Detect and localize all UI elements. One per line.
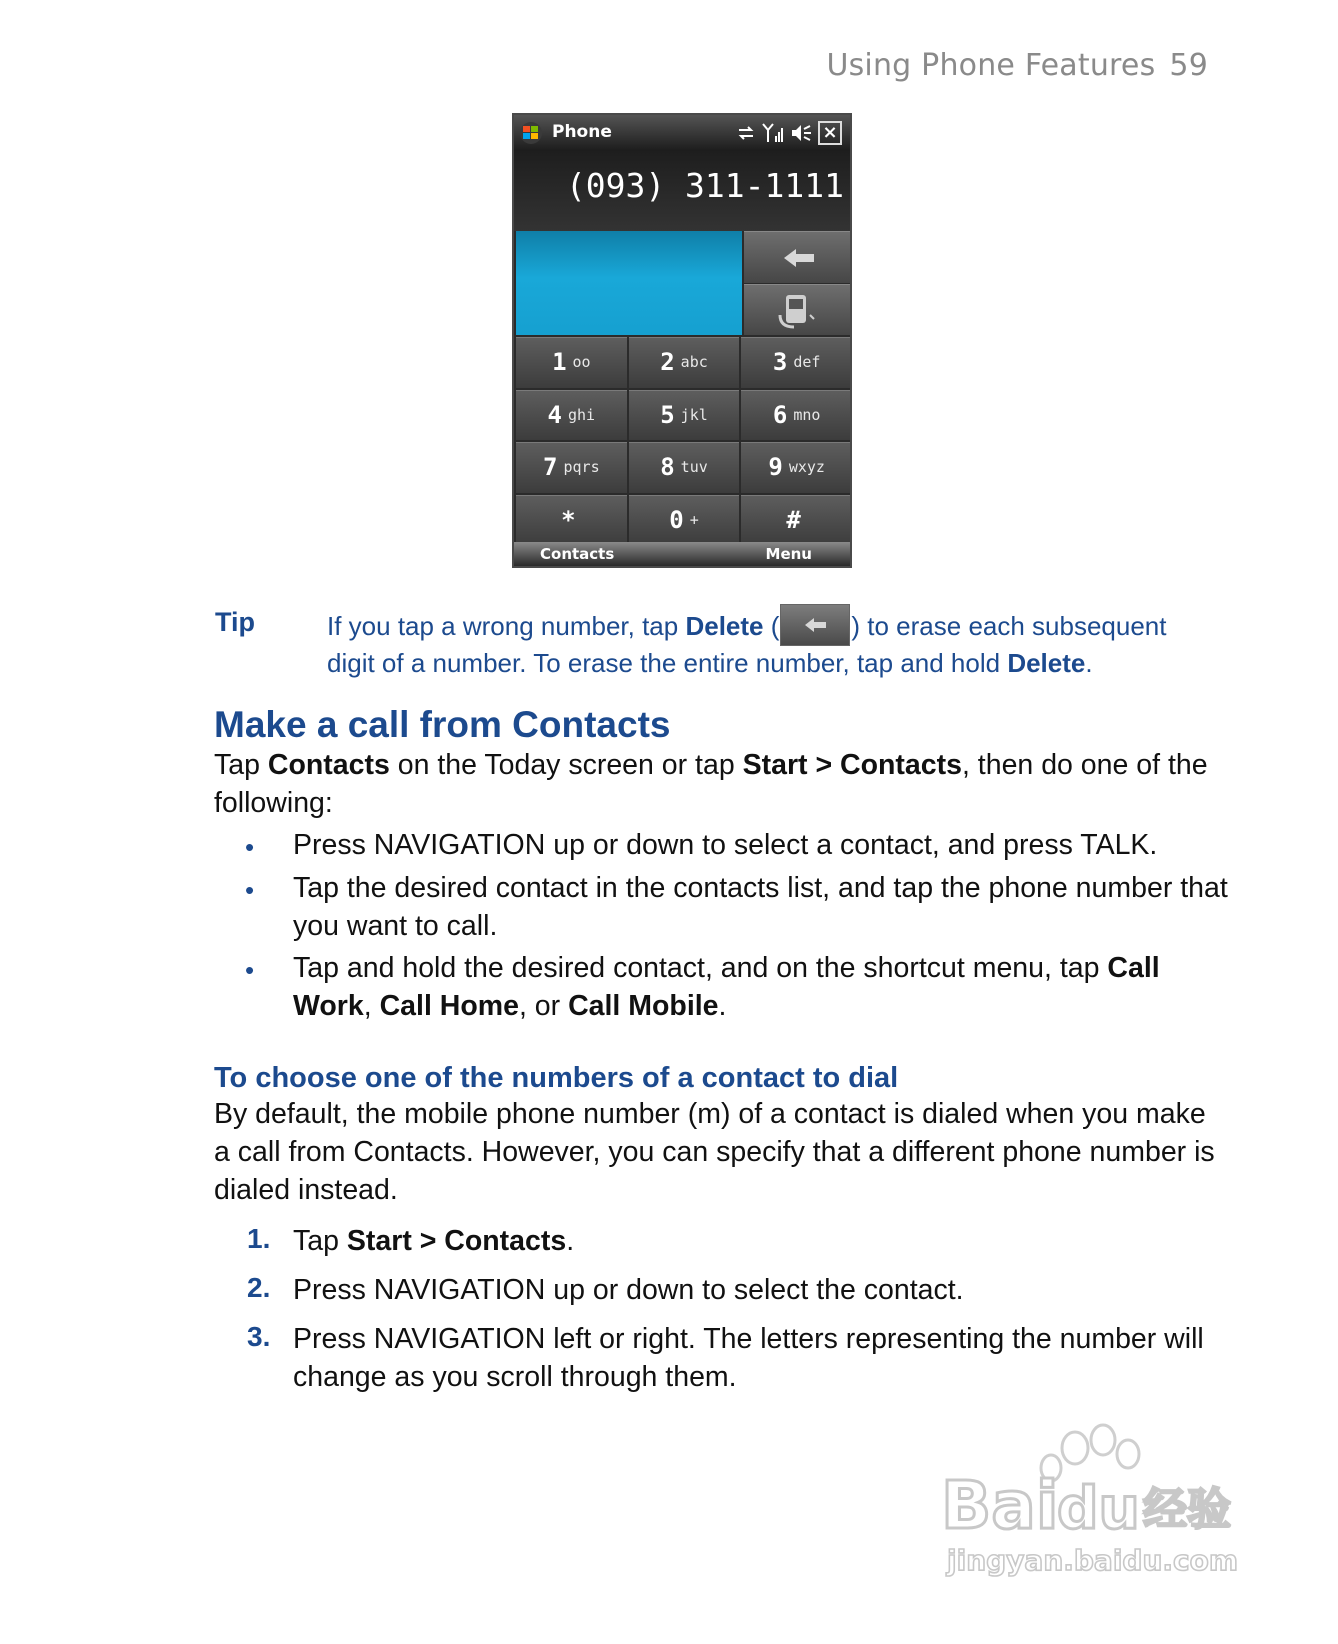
key-5[interactable]: 5 jkl [629, 390, 740, 441]
key-0[interactable]: 0 + [629, 495, 740, 546]
page-header [826, 48, 1208, 83]
baidu-watermark-logo [935, 1420, 1255, 1580]
page-number: 59 [1169, 48, 1208, 83]
speakerphone-button[interactable] [744, 284, 852, 335]
key-1[interactable]: 1 oo [516, 337, 627, 388]
volume-icon[interactable] [790, 122, 812, 144]
key-9[interactable]: 9 wxyz [741, 442, 852, 493]
svg-text:du: du [1057, 1474, 1140, 1542]
dialed-number: (093) 311-1111 [514, 151, 850, 231]
delete-button[interactable] [744, 231, 852, 283]
bullet-item: Press NAVIGATION up or down to select a contact, and press TALK. [293, 829, 1158, 861]
app-title: Phone [552, 122, 612, 142]
key-2[interactable]: 2 abc [629, 337, 740, 388]
step-item: Press NAVIGATION left or right. The letters representing the number will change as you scroll through them. [293, 1323, 1204, 1393]
bullet-marker: • [245, 955, 255, 985]
subsection-heading: To choose one of the numbers of a contact to dial [214, 1062, 899, 1094]
status-icons [736, 119, 842, 147]
section-intro: Tap Contacts on the Today screen or tap Start > Contacts, then do one of the following: [214, 749, 1208, 819]
bullet-item: Tap and hold the desired contact, and on the shortcut menu, tap Call Work, Call Home, or Call Mobile. [293, 952, 1160, 1022]
step-number: 2. [247, 1272, 271, 1303]
menu-softkey[interactable]: Menu [765, 545, 812, 563]
section-heading: Make a call from Contacts [214, 704, 671, 745]
svg-text:jingyan.baidu.com: jingyan.baidu.com [947, 1544, 1239, 1577]
key-7[interactable]: 7 pqrs [516, 442, 627, 493]
key-6[interactable]: 6 mno [741, 390, 852, 441]
step-number: 3. [247, 1321, 271, 1352]
key-8[interactable]: 8 tuv [629, 442, 740, 493]
phone-screenshot [512, 113, 852, 568]
data-connection-icon[interactable] [736, 123, 756, 143]
tip-label: Tip [215, 607, 255, 637]
svg-text:Bai: Bai [941, 1467, 1059, 1544]
dial-keypad [516, 337, 852, 545]
step-item: Tap Start > Contacts. [293, 1225, 575, 1257]
contacts-softkey[interactable]: Contacts [540, 545, 615, 563]
phone-handset-icon [744, 285, 852, 336]
back-arrow-icon [744, 232, 852, 284]
close-button[interactable]: × [818, 121, 842, 145]
softkey-bar [514, 542, 850, 566]
windows-start-icon[interactable] [518, 121, 544, 145]
svg-text:经验: 经验 [1143, 1484, 1231, 1535]
back-arrow-icon [781, 605, 849, 645]
key-hash[interactable]: # [741, 495, 852, 546]
contact-info-panel [516, 231, 742, 335]
key-3[interactable]: 3 def [741, 337, 852, 388]
key-star[interactable]: * [516, 495, 627, 546]
title-bar [514, 115, 850, 151]
bullet-item: Tap the desired contact in the contacts list, and tap the phone number that you want to call. [293, 872, 1228, 942]
subsection-intro: By default, the mobile phone number (m) of a contact is dialed when you make a call from Contacts. However, you can specify that a different phone number is dialed instead. [214, 1098, 1215, 1206]
bullet-marker: • [245, 875, 255, 905]
bullet-marker: • [245, 832, 255, 862]
tip-text: If you tap a wrong number, tap Delete ( ) to erase each subsequent digit of a number. To erase the entire number, tap and hold Delete. [327, 604, 1217, 681]
delete-button-inline [780, 604, 850, 646]
key-4[interactable]: 4 ghi [516, 390, 627, 441]
step-number: 1. [247, 1223, 271, 1254]
section-title: Using Phone Features [826, 48, 1156, 83]
signal-strength-icon[interactable] [762, 122, 784, 144]
step-item: Press NAVIGATION up or down to select the contact. [293, 1274, 964, 1306]
